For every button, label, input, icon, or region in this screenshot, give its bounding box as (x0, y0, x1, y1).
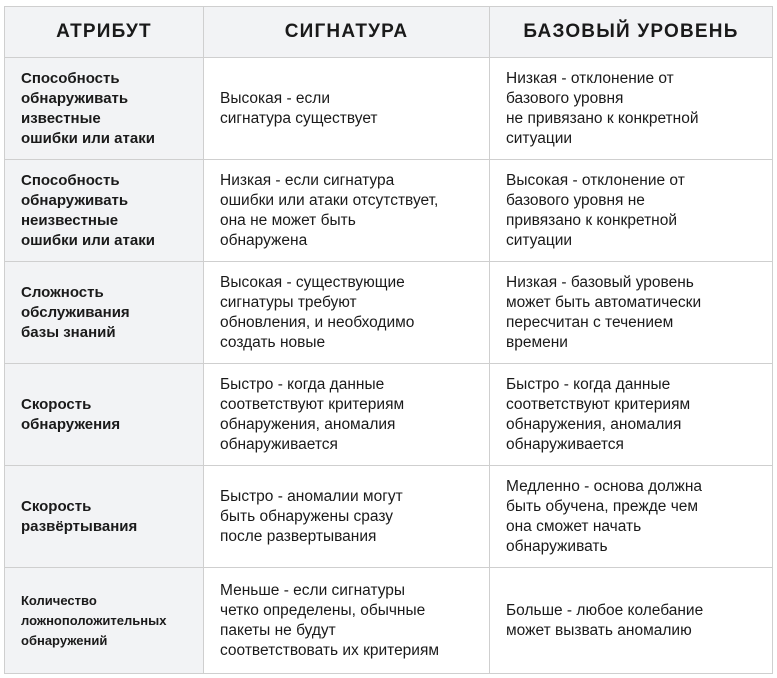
baseline-cell: Медленно - основа должна быть обучена, прежде чем она сможет начать обнаруживать (490, 466, 773, 568)
signature-cell: Высокая - существующие сигнатуры требуют обновления, и необходимо создать новые (204, 262, 490, 364)
table-header (5, 7, 773, 58)
table-row (5, 160, 773, 262)
baseline-cell: Низкая - отклонение от базового уровня не привязано к конкретной ситуации (490, 58, 773, 160)
signature-cell: Низкая - если сигнатура ошибки или атаки отсутствует, она не может быть обнаружена (204, 160, 490, 262)
table-row (5, 58, 773, 160)
table-body (5, 58, 773, 674)
header-attribute: АТРИБУТ (5, 7, 204, 58)
header-baseline: БАЗОВЫЙ УРОВЕНЬ (490, 7, 773, 58)
attribute-cell: Скорость развёртывания (5, 466, 204, 568)
signature-cell: Меньше - если сигнатуры четко определены, обычные пакеты не будут соответствовать их критериям (204, 568, 490, 674)
table-row (5, 466, 773, 568)
table-row (5, 364, 773, 466)
attribute-cell: Количество ложноположительных обнаружений (5, 568, 204, 674)
attribute-cell: Способность обнаруживать неизвестные ошибки или атаки (5, 160, 204, 262)
attribute-cell: Сложность обслуживания базы знаний (5, 262, 204, 364)
baseline-cell: Низкая - базовый уровень может быть автоматически пересчитан с течением времени (490, 262, 773, 364)
table-row (5, 568, 773, 674)
comparison-table (4, 6, 773, 674)
baseline-cell: Быстро - когда данные соответствуют критериям обнаружения, аномалия обнаруживается (490, 364, 773, 466)
header-signature: СИГНАТУРА (204, 7, 490, 58)
header-row (5, 7, 773, 58)
table-row (5, 262, 773, 364)
baseline-cell: Высокая - отклонение от базового уровня не привязано к конкретной ситуации (490, 160, 773, 262)
attribute-cell: Способность обнаруживать известные ошибки или атаки (5, 58, 204, 160)
attribute-cell: Скорость обнаружения (5, 364, 204, 466)
baseline-cell: Больше - любое колебание может вызвать аномалию (490, 568, 773, 674)
signature-cell: Быстро - когда данные соответствуют критериям обнаружения, аномалия обнаруживается (204, 364, 490, 466)
signature-cell: Высокая - если сигнатура существует (204, 58, 490, 160)
signature-cell: Быстро - аномалии могут быть обнаружены сразу после развертывания (204, 466, 490, 568)
